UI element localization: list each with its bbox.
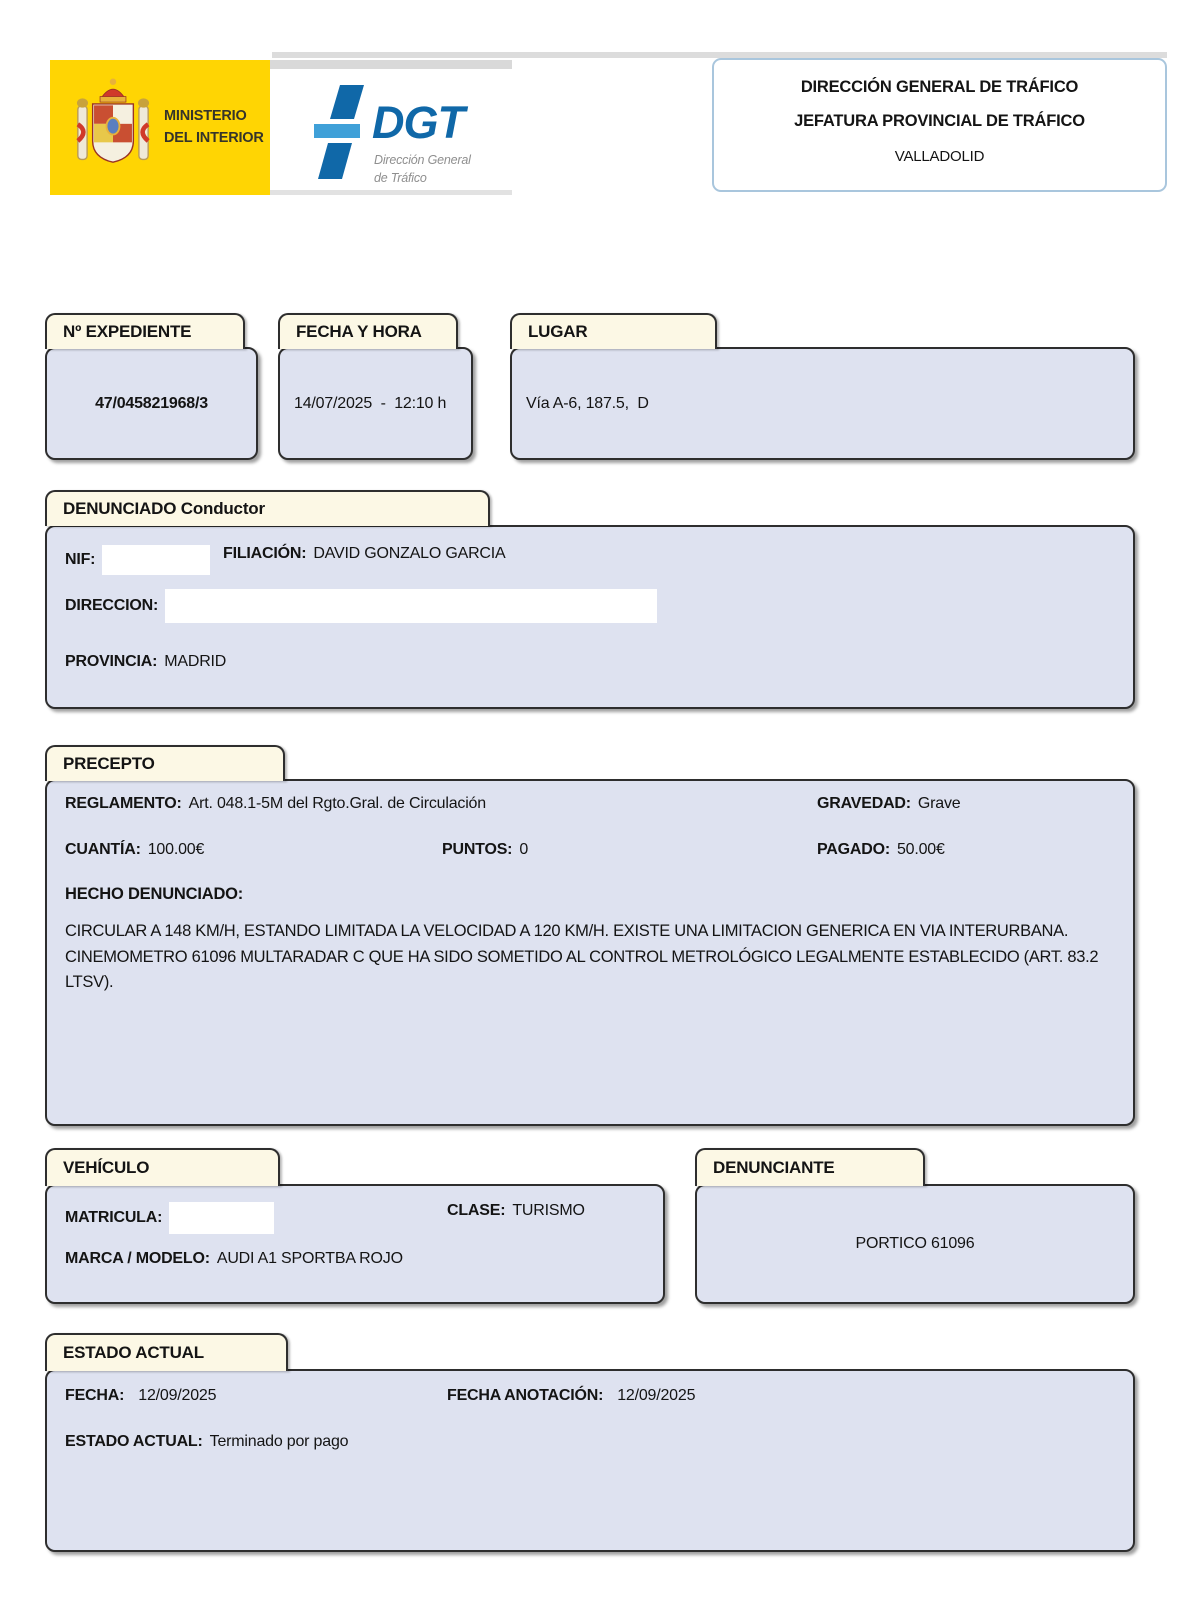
- puntos-field: PUNTOS: 0: [442, 841, 529, 858]
- estado-actual-panel: [45, 1369, 1135, 1552]
- cuantia-field: CUANTÍA: 100.00€: [65, 841, 205, 858]
- estado-fecha-field: FECHA: 12/09/2025: [65, 1387, 217, 1404]
- gravedad-field: GRAVEDAD: Grave: [817, 795, 961, 812]
- dgt-subtitle-line1: Dirección General: [374, 153, 471, 167]
- section-expediente: [45, 313, 258, 461]
- dgt-subtitle-line2: de Tráfico: [374, 171, 427, 186]
- section-precepto: [45, 745, 1135, 1128]
- expediente-title: Nº EXPEDIENTE: [45, 313, 245, 349]
- spain-coat-of-arms-icon: [76, 76, 150, 180]
- cuantia-value: 100.00€: [147, 841, 205, 858]
- ministerio-logo: [50, 60, 270, 195]
- expediente-panel: [45, 347, 258, 460]
- section-estado-actual: [45, 1333, 1135, 1552]
- nif-field: NIF:: [65, 545, 210, 575]
- gravedad-value: Grave: [917, 795, 961, 812]
- vehiculo-panel: [45, 1184, 665, 1304]
- lugar-title: LUGAR: [510, 313, 717, 349]
- denunciado-panel: [45, 525, 1135, 709]
- clase-field: CLASE: TURISMO: [447, 1202, 585, 1219]
- fecha-anotacion-field: FECHA ANOTACIÓN: 12/09/2025: [447, 1387, 696, 1404]
- filiacion-value: DAVID GONZALO GARCIA: [313, 545, 506, 562]
- matricula-field: MATRICULA:: [65, 1202, 274, 1234]
- reglamento-field: REGLAMENTO: Art. 048.1-5M del Rgto.Gral. de Circulación: [65, 795, 486, 812]
- provincia-field: PROVINCIA: MADRID: [65, 653, 227, 670]
- office-info-box: [712, 58, 1167, 192]
- vehiculo-title: VEHÍCULO: [45, 1148, 280, 1186]
- pagado-field: PAGADO: 50.00€: [817, 841, 945, 858]
- estado-fecha-value: 12/09/2025: [138, 1387, 217, 1404]
- dgt-icon: [314, 83, 370, 183]
- denunciante-value: PORTICO 61096: [855, 1235, 975, 1252]
- ministerio-label: [164, 106, 264, 148]
- matricula-redacted-box: [169, 1202, 274, 1234]
- section-lugar: [510, 313, 1135, 461]
- fecha-hora-title: FECHA Y HORA: [278, 313, 458, 349]
- section-denunciante: [695, 1148, 1135, 1304]
- estado-actual-value: Terminado por pago: [209, 1433, 349, 1450]
- denunciante-title: DENUNCIANTE: [695, 1148, 925, 1186]
- section-fecha-hora: [278, 313, 473, 461]
- ministerio-line1: MINISTERIO: [164, 108, 247, 125]
- section-vehiculo: [45, 1148, 665, 1304]
- office-line1: DIRECCIÓN GENERAL DE TRÁFICO: [800, 78, 1079, 96]
- section-denunciado: [45, 490, 1135, 709]
- dgt-logo: [270, 60, 512, 195]
- hecho-label: HECHO DENUNCIADO:: [65, 885, 244, 903]
- direccion-field: DIRECCION:: [65, 589, 657, 623]
- pagado-value: 50.00€: [896, 841, 945, 858]
- puntos-value: 0: [519, 841, 529, 858]
- provincia-value: MADRID: [164, 653, 227, 670]
- marca-modelo-value: AUDI A1 SPORTBA ROJO: [216, 1250, 403, 1267]
- office-line2: JEFATURA PROVINCIAL DE TRÁFICO: [794, 112, 1085, 130]
- expediente-value: 47/045821968/3: [95, 394, 208, 412]
- dgt-subtitle: [374, 151, 471, 187]
- reglamento-value: Art. 048.1-5M del Rgto.Gral. de Circulación: [188, 795, 486, 812]
- denunciado-title: DENUNCIADO Conductor: [45, 490, 490, 526]
- dgt-acronym: DGT: [372, 97, 464, 148]
- hecho-text: CIRCULAR A 148 KM/H, ESTANDO LIMITADA LA VELOCIDAD A 120 KM/H. EXISTE UNA LIMITACION GENERICA EN VIA INTERURBANA. CINEMOMETRO 61096 MULTARADAR C QUE HA SIDO SOMETIDO AL CONTROL METROLÓGICO LEGALMENTE ESTABLECIDO (ART. 83.2 LTSV).: [65, 922, 1099, 992]
- lugar-value: Vía A-6, 187.5, D: [526, 394, 649, 412]
- clase-value: TURISMO: [512, 1202, 585, 1219]
- fecha-anotacion-value: 12/09/2025: [617, 1387, 696, 1404]
- filiacion-field: FILIACIÓN: DAVID GONZALO GARCIA: [223, 545, 506, 562]
- fecha-hora-panel: [278, 347, 473, 460]
- precepto-title: PRECEPTO: [45, 745, 285, 781]
- estado-actual-title: ESTADO ACTUAL: [45, 1333, 288, 1371]
- office-line3: VALLADOLID: [894, 148, 985, 165]
- direccion-redacted-box: [165, 589, 657, 623]
- precepto-panel: [45, 779, 1135, 1126]
- marca-modelo-field: MARCA / MODELO: AUDI A1 SPORTBA ROJO: [65, 1250, 403, 1267]
- fecha-hora-value: 14/07/2025 - 12:10 h: [294, 394, 447, 412]
- denunciante-panel: [695, 1184, 1135, 1304]
- ministerio-line2: DEL INTERIOR: [164, 129, 264, 146]
- nif-redacted-box: [102, 545, 210, 575]
- lugar-panel: [510, 347, 1135, 460]
- estado-actual-field: ESTADO ACTUAL: Terminado por pago: [65, 1433, 349, 1450]
